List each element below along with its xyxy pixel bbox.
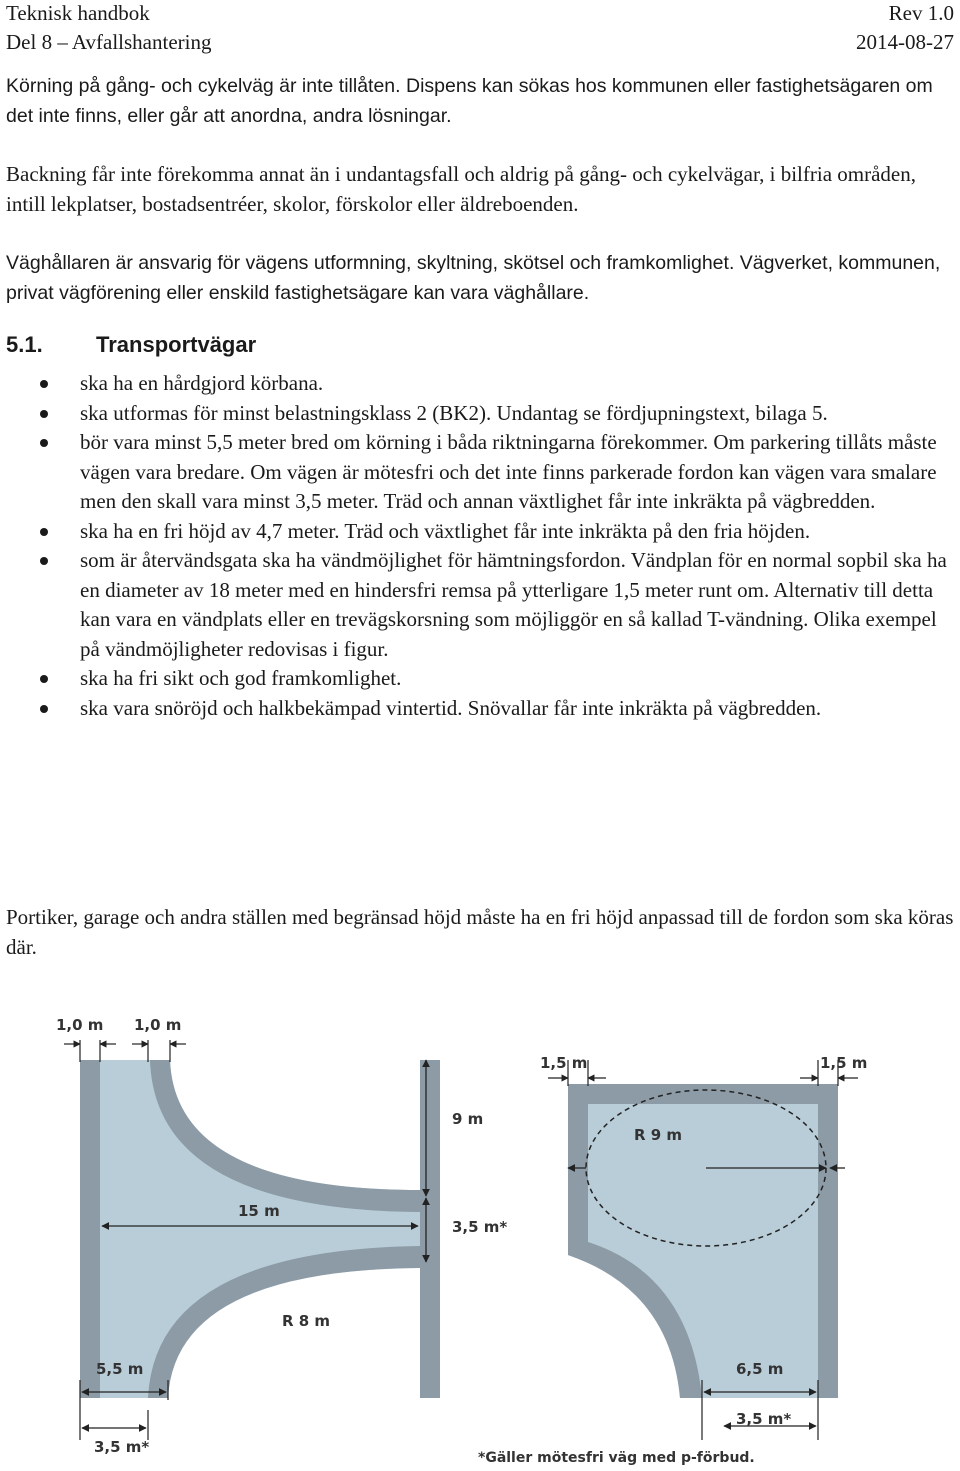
dim-right-top-left: 1,5 m bbox=[540, 1054, 588, 1072]
page-header-row-2 bbox=[6, 29, 954, 55]
paragraph-clearance: Portiker, garage och andra ställen med begränsad höjd måste ha en fri höjd anpassad till de fordon som ska köras där. bbox=[6, 905, 954, 959]
left-diagram-t-turn bbox=[56, 1016, 507, 1456]
bullet-icon bbox=[40, 410, 48, 418]
list-item: ska ha en fri höjd av 4,7 meter. Träd och växtlighet får inte inkräkta på den fria höjden. bbox=[0, 517, 960, 547]
dim-bottom-5-5m: 5,5 m bbox=[96, 1360, 144, 1378]
figure-footnote: *Gäller mötesfri väg med p-förbud. bbox=[478, 1450, 755, 1466]
dim-left-verge-label: 1,0 m bbox=[56, 1016, 104, 1034]
bullet-icon bbox=[40, 705, 48, 713]
dim-vertical-9m: 9 m bbox=[452, 1110, 484, 1128]
section-heading bbox=[6, 330, 256, 360]
dim-horizontal-15m: 15 m bbox=[238, 1202, 280, 1220]
right-road-exit bbox=[702, 1300, 818, 1398]
section-title: Transportvägar bbox=[96, 332, 257, 357]
list-item: ska ha fri sikt och god framkomlighet. bbox=[0, 664, 960, 694]
header-date: 2014-08-27 bbox=[856, 30, 954, 54]
paragraph-driving-paths: Körning på gång- och cykelväg är inte tillåten. Dispens kan sökas hos kommunen eller fastighetsägaren om det inte finns, eller går att anordna, andra lösningar. bbox=[6, 75, 933, 127]
list-item: som är återvändsgata ska ha vändmöjlighet för hämtningsfordon. Vändplan för en normal sopbil ska ha en diameter av 18 meter med en hindersfri remsa på ytterligare 1,5 meter runt om. Alternativ till detta kan vara en vändplats eller en trevägskorsning som möjliggör en så kallad T-vändning. Olika exempel på vändmöjligheter redovisas i figur. bbox=[0, 546, 960, 664]
paragraph-road-owner: Väghållaren är ansvarig för vägens utformning, skyltning, skötsel och framkomlighet. Vägverket, kommunen, privat vägförening eller enskild fastighetsägare kan vara väghållare. bbox=[6, 252, 941, 304]
revision-label: Rev 1.0 bbox=[888, 1, 954, 25]
dim-right-6-5m: 6,5 m bbox=[736, 1360, 784, 1378]
dim-radius-r9: R 9 m bbox=[634, 1126, 683, 1144]
bullet-icon bbox=[40, 528, 48, 536]
dim-vertical-3-5m: 3,5 m* bbox=[452, 1218, 508, 1236]
bullet-icon bbox=[40, 557, 48, 565]
right-diagram-turning-circle bbox=[540, 1054, 867, 1440]
dim-bottom-3-5m: 3,5 m* bbox=[94, 1438, 150, 1456]
list-item: bör vara minst 5,5 meter bred om körning i båda riktningarna förekommer. Om parkering tillåts måste vägen vara bredare. Om vägen är mötesfri och det inte finns parkerade fordon kan vägen vara smalare men den skall vara minst 3,5 meter. Träd och annan växtlighet får inte inkräkta på vägbredden. bbox=[0, 428, 960, 517]
dim-right-top-right: 1,5 m bbox=[820, 1054, 868, 1072]
dim-left-curb-label: 1,0 m bbox=[134, 1016, 182, 1034]
list-item: ska utformas för minst belastningsklass 2 (BK2). Undantag se fördjupningstext, bilaga 5. bbox=[0, 399, 960, 429]
requirements-list bbox=[0, 369, 960, 723]
list-item: ska ha en hårdgjord körbana. bbox=[0, 369, 960, 399]
handbook-title: Teknisk handbok bbox=[6, 1, 150, 25]
turning-area-diagram bbox=[0, 990, 960, 1471]
bullet-icon bbox=[40, 439, 48, 447]
dim-radius-r8: R 8 m bbox=[282, 1312, 331, 1330]
paragraph-reversing: Backning får inte förekomma annat än i undantagsfall och aldrig på gång- och cykelvägar, i bilfria områden, intill lekplatser, bostadsentréer, skolor, förskolor eller äldreboenden. bbox=[6, 162, 916, 216]
bullet-icon bbox=[40, 380, 48, 388]
left-verge-strip bbox=[80, 1060, 100, 1398]
page-header-row-1 bbox=[6, 0, 954, 26]
dim-right-3-5m: 3,5 m* bbox=[736, 1410, 792, 1428]
section-label: Del 8 – Avfallshantering bbox=[6, 30, 212, 54]
list-item: ska vara snöröjd och halkbekämpad vintertid. Snövallar får inte inkräkta på vägbredden. bbox=[0, 694, 960, 724]
left-verge-strip bbox=[420, 1060, 440, 1398]
section-number: 5.1. bbox=[6, 332, 43, 357]
bullet-icon bbox=[40, 675, 48, 683]
